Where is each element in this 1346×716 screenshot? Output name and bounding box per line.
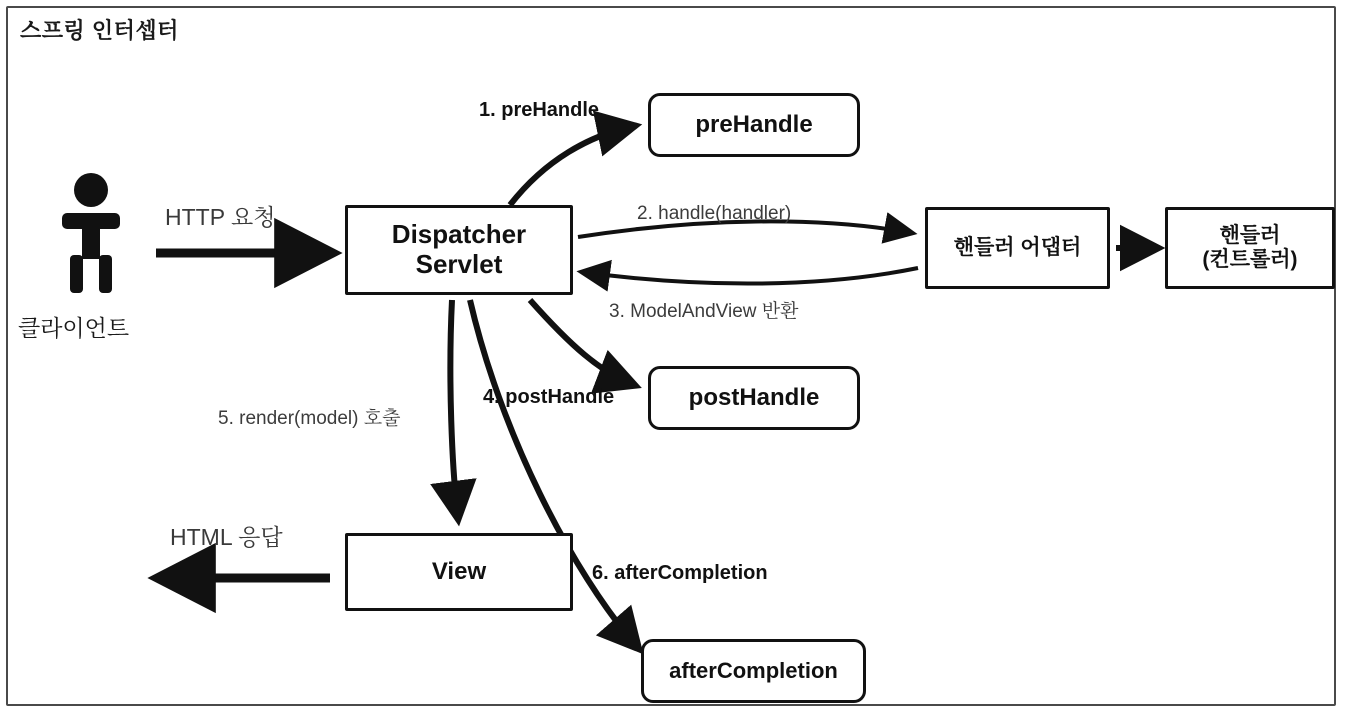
label-step-1: 1. preHandle	[479, 99, 600, 121]
label-step-4: 4. postHandle	[483, 386, 615, 408]
node-dispatcher-line1: Dispatcher	[391, 219, 527, 250]
label-step-3: 3. ModelAndView 반환	[609, 301, 799, 322]
node-handler-adapter[interactable]: 핸들러 어댑터	[925, 207, 1110, 289]
node-prehandle[interactable]: preHandle	[648, 93, 860, 157]
label-step-5: 5. render(model) 호출	[218, 408, 401, 429]
node-dispatcher-servlet[interactable]	[345, 205, 573, 295]
node-dispatcher-line2: Servlet	[415, 249, 503, 279]
label-step-2: 2. handle(handler)	[637, 203, 792, 224]
label-html-response: HTML 응답	[170, 524, 283, 550]
label-step-6: 6. afterCompletion	[592, 562, 768, 584]
node-aftercompletion[interactable]: afterCompletion	[641, 639, 866, 703]
node-handler-controller[interactable]	[1165, 207, 1335, 289]
node-handler-line2: (컨트롤러)	[1202, 248, 1298, 271]
node-handler-line1: 핸들러	[1219, 223, 1281, 247]
label-http-request: HTTP 요청	[165, 204, 276, 230]
node-view[interactable]: View	[345, 533, 573, 611]
label-client: 클라이언트	[18, 315, 130, 341]
page-title: 스프링 인터셉터	[20, 18, 179, 43]
node-posthandle[interactable]: postHandle	[648, 366, 860, 430]
